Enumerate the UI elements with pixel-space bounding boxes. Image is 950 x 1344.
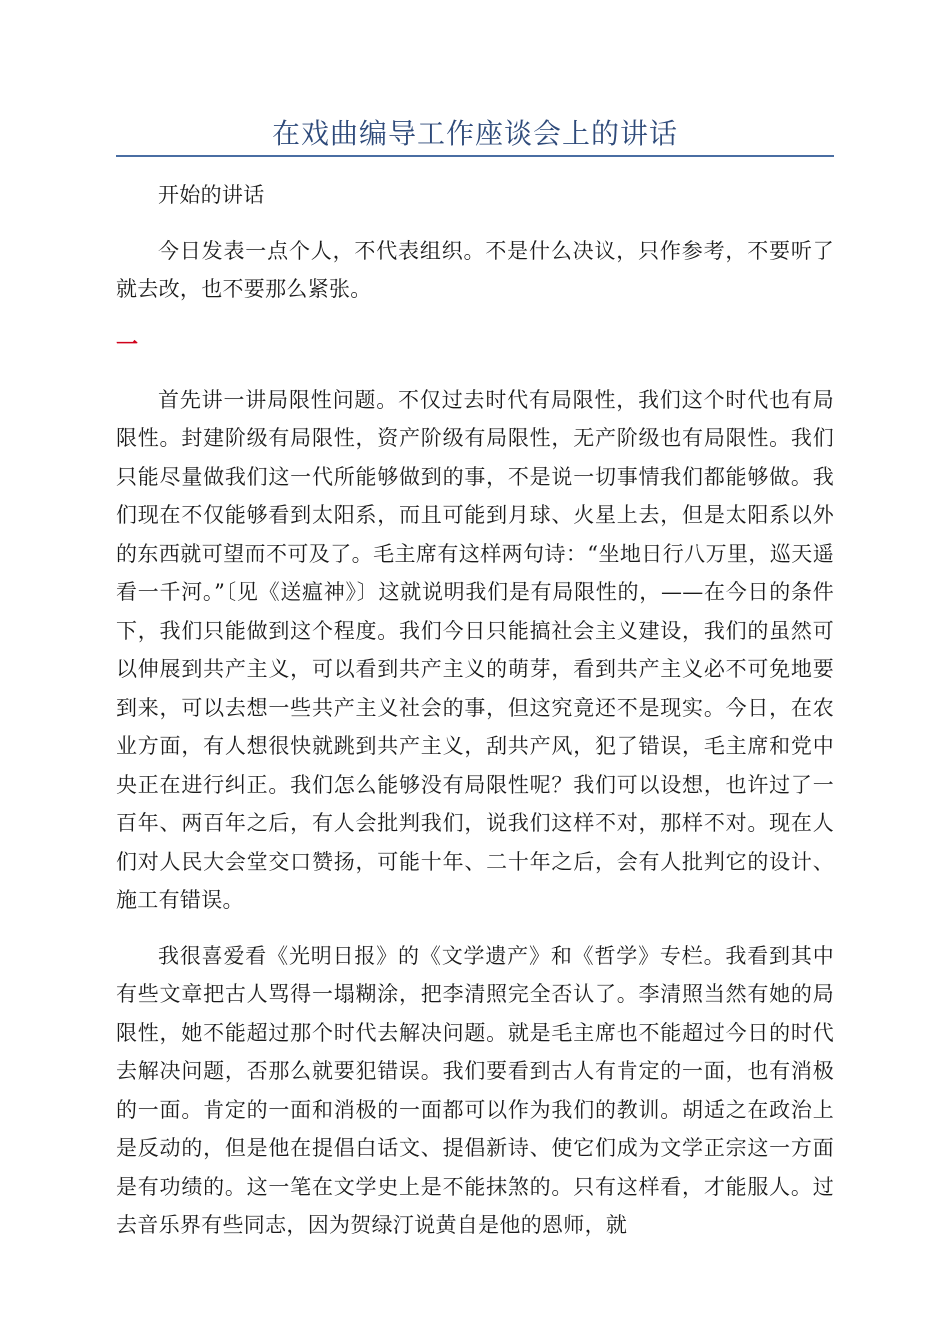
document-body	[116, 176, 834, 1262]
body-paragraph: 首先讲一讲局限性问题。不仅过去时代有局限性，我们这个时代也有局限性。封建阶级有局限性，资产阶级有局限性，无产阶级也有局限性。我们只能尽量做我们这一代所能够做到的事，不是说一切事情我们都能够做。我们现在不仅能够看到太阳系，而且可能到月球、火星上去，但是太阳系以外的东西就可望而不可及了。毛主席有这样两句诗：“坐地日行八万里，巡天遥看一千河。”〔见《送瘟神》〕这就说明我们是有局限性的，——在今日的条件下，我们只能做到这个程度。我们今日只能搞社会主义建设，我们的虽然可以伸展到共产主义，可以看到共产主义的萌芽，看到共产主义必不可免地要到来，可以去想一些共产主义社会的事，但这究竟还不是现实。今日，在农业方面，有人想很快就跳到共产主义，刮共产风，犯了错误，毛主席和党中央正在进行纠正。我们怎么能够没有局限性呢？我们可以设想，也许过了一百年、两百年之后，有人会批判我们，说我们这样不对，那样不对。现在人们对人民大会堂交口赞扬，可能十年、二十年之后，会有人批判它的设计、施工有错误。	[116, 387, 834, 912]
body-paragraph: 我很喜爱看《光明日报》的《文学遗产》和《哲学》专栏。我看到其中有些文章把古人骂得一塌糊涂，把李清照完全否认了。李清照当然有她的局限性，她不能超过那个时代去解决问题。就是毛主席也不能超过今日的时代去解决问题，否那么就要犯错误。我们要看到古人有肯定的一面，也有消极的一面。肯定的一面和消极的一面都可以作为我们的教训。胡适之在政治上是反动的，但是他在提倡白话文、提倡新诗、使它们成为文学正宗这一方面是有功绩的。这一笔在文学史上是不能抹煞的。只有这样看，才能服人。过去音乐界有些同志，因为贺绿汀说黄自是他的恩师，就	[116, 943, 834, 1237]
section-marker	[116, 326, 834, 364]
subtitle: 开始的讲话	[158, 183, 265, 207]
intro-paragraph: 今日发表一点个人，不代表组织。不是什么决议，只作参考，不要听了就去改，也不要那么紧张。	[116, 238, 834, 301]
document-title: 在戏曲编导工作座谈会上的讲话	[271, 117, 678, 150]
section-number: 一	[116, 331, 139, 358]
title-divider	[116, 155, 834, 157]
